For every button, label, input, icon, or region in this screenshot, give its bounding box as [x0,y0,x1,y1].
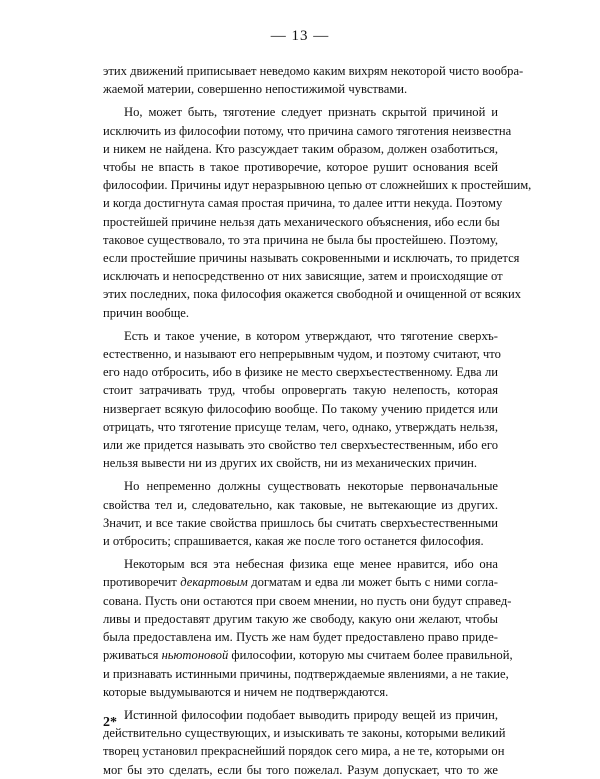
text-line: нельзя вывести ни из других их свойств, ни из механических причин. [103,456,478,471]
paragraph [103,327,501,473]
text-line: естественно, и называют его непрерывным чудом, и поэтому считают, что [103,347,501,362]
paragraph [103,477,498,550]
paragraph [103,62,524,98]
text-line: жаемой материи, совершенно непостижимой чувствами. [103,82,408,97]
text-line: если простейшие причины называть сокровенными и исключать, то придется [103,251,520,266]
paragraph [103,706,506,779]
paragraph [103,103,532,321]
text-line: и когда достигнута самая простая причина, то далее итти некуда. Поэтому [103,196,503,211]
text-line: низвергает всякую философию вообще. По такому учению придется или [103,401,498,416]
text-line: мог бы это сделать, если бы того пожелал. Разум допускает, что то же [103,762,498,777]
text-line: философии. Причины идут неразрывною цепью от сложнейших к простейшим, [103,178,532,193]
italic-word: декартовым [180,575,248,590]
page-number: — 13 — [270,28,330,44]
text-line: исключать и непосредственно от них зависящие, затем и происходящие от [103,269,503,284]
text-line: и признавать истинными причины, подтверждаемые явлениями, а не такие, [103,666,509,681]
text-line: и отбросить; спрашивается, какая же после того останется философия. [103,534,484,549]
text-line: рживаться ньютоновой философии, которую мы считаем более правильной, [103,648,513,663]
text-line: причин вообще. [103,305,190,320]
text-line: ливы и предоставят другим такую же свободу, какую они желают, чтобы [103,611,498,626]
signature-mark: 2* [103,715,117,730]
text-line: Значит, и все такие свойства пришлось бы считать сверхъестественными [103,515,498,530]
text-line: этих последних, пока философия окажется свободной и очищенной от всяких [103,287,522,302]
page-body [103,62,532,779]
text-line: Есть и такое учение, в котором утверждают, что тяготение сверхъ- [124,328,498,343]
text-line: была предоставлена им. Пусть же нам будет предоставлено право приде- [103,630,498,645]
text-line: Истинной философии подобает выводить природу вещей из причин, [124,707,498,722]
paragraph [103,555,513,701]
text-line: которые выдумываются и ничем не подтверждаются. [103,684,389,699]
text-line: стоит затрачивать труд, чтобы опровергать такую нелепость, которая [103,383,498,398]
text-line: простейшей причине нельзя дать механического объяснения, ибо если бы [103,214,500,229]
text-line: сована. Пусть они остаются при своем мнении, но пусть они будут справед- [103,593,512,608]
italic-word: ньютоновой [161,648,229,663]
text-line: действительно существующих, и изыскивать те законы, которыми великий [103,726,506,741]
text-line: таковое существовало, то эта причина не была бы простейшею. Поэтому, [103,232,498,247]
text-line: или же придется называть это свойство тел сверхъестественным, ибо его [103,438,498,453]
text-line: его надо отбросить, ибо в физике не место сверхъестественному. Едва ли [103,365,498,380]
text-line: свойства тел и, следовательно, как таковые, не вытекающие из других. [103,497,498,512]
text-line: противоречит декартовым догматам и едва ли может быть с ними согла- [103,575,498,590]
text-line: этих движений приписывает неведомо каким вихрям некоторой чисто вообра- [103,64,524,78]
text-line: отрицать, что тяготение присуще телам, чего, однако, утверждать нельзя, [103,419,498,434]
text-line: чтобы не впасть в такое противоречие, которое рушит основания всей [103,160,498,175]
text-line: исключить из философии потому, что причина самого тяготения неизвестна [103,123,512,138]
text-line: творец установил прекраснейший порядок сего мира, а не те, которыми он [103,744,505,759]
text-line: Но непременно должны существовать некоторые первоначальные [124,479,498,494]
text-line: Некоторым вся эта небесная физика еще менее нравится, ибо она [124,557,498,572]
text-line: и никем не найдена. Кто разсуждает таким образом, должен озаботиться, [103,141,498,156]
text-line: Но, может быть, тяготение следует признать скрытой причиной и [124,105,498,120]
